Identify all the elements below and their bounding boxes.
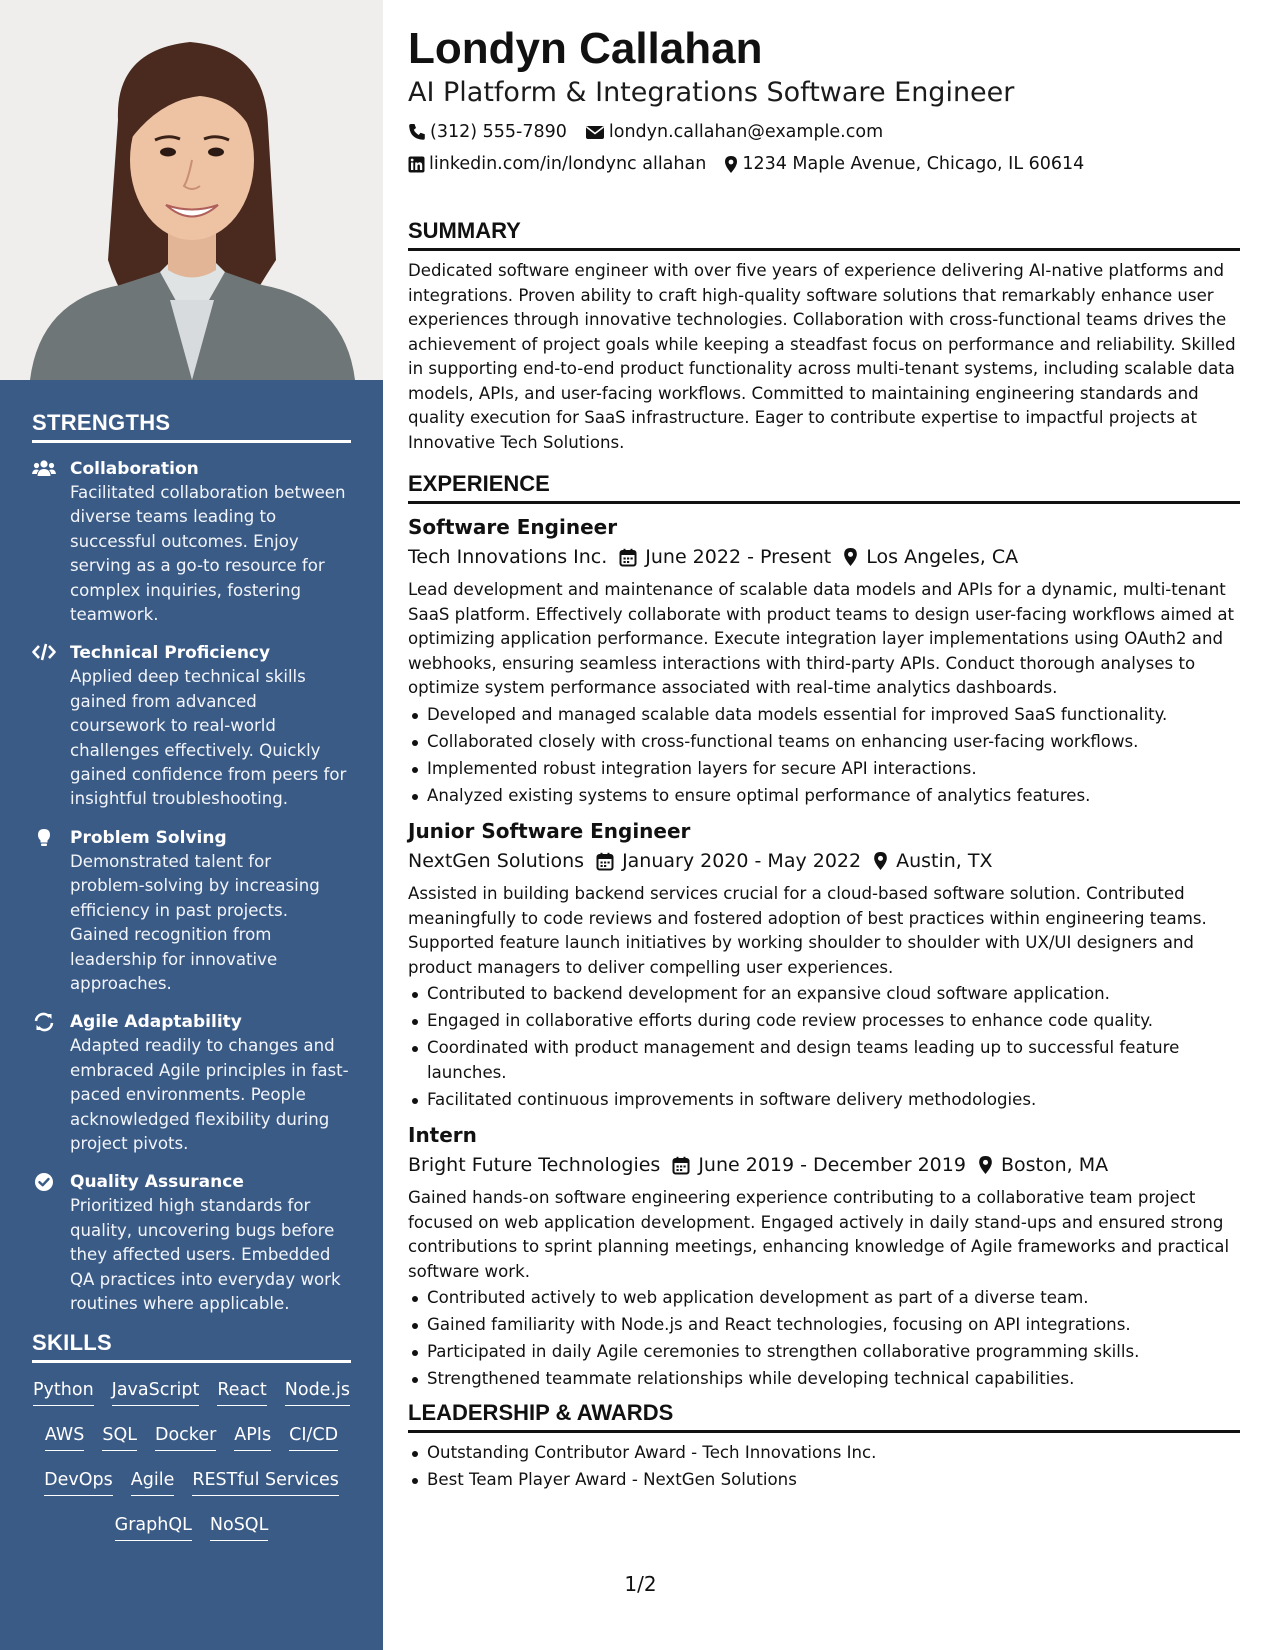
- strength-desc: Prioritized high standards for quality, uncovering bugs before they affected users. Embedded QA practices into everyday work routines where applicable.: [70, 1196, 341, 1313]
- calendar-icon: [619, 548, 637, 567]
- email-contact[interactable]: [585, 116, 883, 148]
- bullet-item: Facilitated continuous improvements in software delivery methodologies.: [408, 1088, 1240, 1113]
- location-pin-icon: [724, 155, 738, 174]
- strength-desc: Applied deep technical skills gained from advanced coursework to real-world challenges effectively. Quickly gained confidence from peers for insightful troubleshooting.: [70, 667, 347, 809]
- awards-list: [408, 1441, 1240, 1493]
- linkedin-icon: [408, 156, 425, 173]
- bullet-item: Contributed actively to web application development as part of a diverse team.: [408, 1286, 1240, 1311]
- skill-tag: Python: [33, 1377, 94, 1406]
- job-location-item: [843, 542, 1018, 572]
- job-title: Intern: [408, 1123, 477, 1147]
- job-location: Austin, TX: [896, 850, 993, 872]
- sync-icon: [32, 1010, 70, 1156]
- job-meta: [408, 542, 1240, 572]
- candidate-role: AI Platform & Integrations Software Engineer: [408, 77, 1015, 108]
- candidate-name: Londyn Callahan: [408, 24, 763, 73]
- bullet-item: Developed and managed scalable data models essential for improved SaaS functionality.: [408, 703, 1240, 728]
- linkedin-contact[interactable]: [408, 148, 706, 180]
- main-content: [408, 22, 1240, 1495]
- job-bullets: [408, 982, 1240, 1112]
- contact-row: [408, 148, 1240, 180]
- bullet-item: Coordinated with product management and design teams leading up to successful feature launches.: [408, 1036, 1240, 1085]
- skill-tag: Docker: [155, 1422, 216, 1451]
- bullet-item: Implemented robust integration layers for secure API interactions.: [408, 757, 1240, 782]
- linkedin-text[interactable]: linkedin.com/in/londync allahan: [429, 154, 707, 174]
- experience-heading: EXPERIENCE: [408, 471, 1240, 504]
- skill-tag: RESTful Services: [192, 1467, 339, 1496]
- job-dates-item: [672, 1150, 966, 1180]
- bullet-item: Collaborated closely with cross-functional teams on enhancing user-facing workflows.: [408, 730, 1240, 755]
- strength-item: [32, 1170, 351, 1316]
- address-contact: [724, 148, 1084, 180]
- bullet-item: Strengthened teammate relationships while developing technical capabilities.: [408, 1367, 1240, 1392]
- skill-tag: Agile: [131, 1467, 175, 1496]
- award-item: Best Team Player Award - NextGen Solutions: [408, 1468, 1240, 1493]
- skill-tag: CI/CD: [289, 1422, 338, 1451]
- strength-item: [32, 1010, 351, 1156]
- location-pin-icon: [873, 851, 888, 871]
- lightbulb-icon: [32, 826, 70, 996]
- leadership-heading: LEADERSHIP & AWARDS: [408, 1400, 1240, 1433]
- strength-desc: Adapted readily to changes and embraced Agile principles in fast-paced environments. People acknowledged flexibility during project pivots.: [70, 1036, 349, 1153]
- job-dates: January 2020 - May 2022: [622, 850, 862, 872]
- job-entry: [408, 1120, 1240, 1392]
- phone-icon: [408, 123, 426, 141]
- strength-title: Quality Assurance: [70, 1172, 244, 1193]
- skill-tag: DevOps: [44, 1467, 113, 1496]
- job-bullets: [408, 1286, 1240, 1392]
- calendar-icon: [672, 1156, 690, 1175]
- job-company: Tech Innovations Inc.: [408, 546, 608, 568]
- job-company: NextGen Solutions: [408, 850, 585, 872]
- bullet-item: Gained familiarity with Node.js and React technologies, focusing on API integrations.: [408, 1313, 1240, 1338]
- job-company: Bright Future Technologies: [408, 1154, 661, 1176]
- skill-tag: React: [217, 1377, 266, 1406]
- job-dates-item: [596, 846, 861, 876]
- skills-list: [32, 1377, 351, 1557]
- strength-title: Collaboration: [70, 459, 199, 479]
- location-pin-icon: [843, 547, 858, 567]
- email-text[interactable]: londyn.callahan@example.com: [608, 122, 884, 142]
- job-description: Gained hands-on software engineering experience contributing to a collaborative team project focused on web application development. Engaged actively in daily stand-ups and ensured strong contributions to sprint planning meetings, enhancing knowledge of Agile frameworks and practical software work.: [408, 1188, 1230, 1281]
- job-location: Los Angeles, CA: [866, 546, 1019, 568]
- phone-text: (312) 555-7890: [430, 122, 567, 142]
- strength-item: [32, 826, 351, 996]
- strength-desc: Demonstrated talent for problem-solving by increasing efficiency in past projects. Gained recognition from leadership for innovative approaches.: [70, 851, 320, 993]
- strength-item: [32, 457, 351, 627]
- job-location: Boston, MA: [1000, 1154, 1109, 1176]
- job-title: Junior Software Engineer: [408, 819, 691, 843]
- job-location-item: [873, 846, 992, 876]
- job-title: Software Engineer: [408, 515, 618, 539]
- bullet-item: Analyzed existing systems to ensure optimal performance of analytics features.: [408, 784, 1240, 809]
- strengths-heading: STRENGTHS: [32, 410, 351, 443]
- job-dates: June 2019 - December 2019: [698, 1154, 966, 1176]
- strength-title: Agile Adaptability: [70, 1012, 242, 1033]
- address-text: 1234 Maple Avenue, Chicago, IL 60614: [742, 154, 1085, 174]
- strength-title: Technical Proficiency: [70, 643, 271, 664]
- skill-tag: JavaScript: [112, 1377, 200, 1406]
- code-icon: [32, 641, 70, 811]
- strength-desc: Facilitated collaboration between diverse teams leading to successful outcomes. Enjoy serving as a go-to resource for complex inquiries, fostering teamwork.: [70, 483, 346, 625]
- job-description: Assisted in building backend services crucial for a cloud-based software solution. Contributed meaningfully to code reviews and fostered adoption of best practices within engineering teams. Supported feature launch initiatives by working shoulder to shoulder with UX/UI designers and product managers to deliver compelling user experiences.: [408, 884, 1207, 977]
- job-meta: [408, 1150, 1240, 1180]
- job-dates-item: [619, 542, 831, 572]
- skill-tag: NoSQL: [210, 1512, 268, 1541]
- sidebar: [0, 0, 383, 1650]
- bullet-item: Participated in daily Agile ceremonies to strengthen collaborative programming skills.: [408, 1340, 1240, 1365]
- skills-heading: SKILLS: [32, 1330, 351, 1363]
- page-number: [0, 1572, 1275, 1596]
- skill-tag: GraphQL: [115, 1512, 192, 1541]
- summary-heading: SUMMARY: [408, 218, 1240, 251]
- location-pin-icon: [978, 1155, 993, 1175]
- check-circle-icon: [32, 1170, 70, 1316]
- sidebar-content: [32, 410, 351, 1557]
- job-location-item: [978, 1150, 1108, 1180]
- job-dates: June 2022 - Present: [645, 546, 832, 568]
- job-bullets: [408, 703, 1240, 809]
- profile-photo: [0, 0, 383, 380]
- skill-tag: Node.js: [285, 1377, 350, 1406]
- bullet-item: Engaged in collaborative efforts during code review processes to enhance code quality.: [408, 1009, 1240, 1034]
- users-icon: [32, 457, 70, 627]
- strength-item: [32, 641, 351, 811]
- skill-tag: APIs: [234, 1422, 271, 1451]
- calendar-icon: [596, 852, 614, 871]
- job-meta: [408, 846, 1240, 876]
- skill-tag: SQL: [102, 1422, 137, 1451]
- summary-text: Dedicated software engineer with over five years of experience delivering AI-native platforms and integrations. Proven ability to craft high-quality software solutions that remarkably enhance user experiences through innovative technologies. Collaboration with cross-functional teams drives the achievement of project goals while keeping a steadfast focus on performance and reliability. Skilled in supporting end-to-end product functionality across multi-tenant systems, including scalable data models, APIs, and user-facing workflows. Committed to maintaining engineering standards and quality execution for SaaS infrastructure. Eager to contribute expertise to impactful projects at Innovative Tech Solutions.: [408, 261, 1236, 452]
- job-description: Lead development and maintenance of scalable data models and APIs for a dynamic, multi-tenant SaaS platform. Effectively collaborate with product teams to design user-facing workflows aimed at optimizing application performance. Execute integration layer implementations using OAuth2 and webhooks, ensuring seamless interactions with third-party APIs. Conduct thorough analyses to optimize system performance associated with real-time analytics dashboards.: [408, 580, 1235, 697]
- skill-tag: AWS: [45, 1422, 84, 1451]
- strength-title: Problem Solving: [70, 827, 227, 848]
- contact-row: [408, 116, 1240, 148]
- phone-contact: [408, 116, 567, 148]
- bullet-item: Contributed to backend development for an expansive cloud software application.: [408, 982, 1240, 1007]
- award-item: Outstanding Contributor Award - Tech Innovations Inc.: [408, 1441, 1240, 1466]
- job-entry: [408, 512, 1240, 808]
- page-number-text: 1/2: [624, 1572, 657, 1596]
- job-entry: [408, 816, 1240, 1112]
- envelope-icon: [585, 124, 605, 140]
